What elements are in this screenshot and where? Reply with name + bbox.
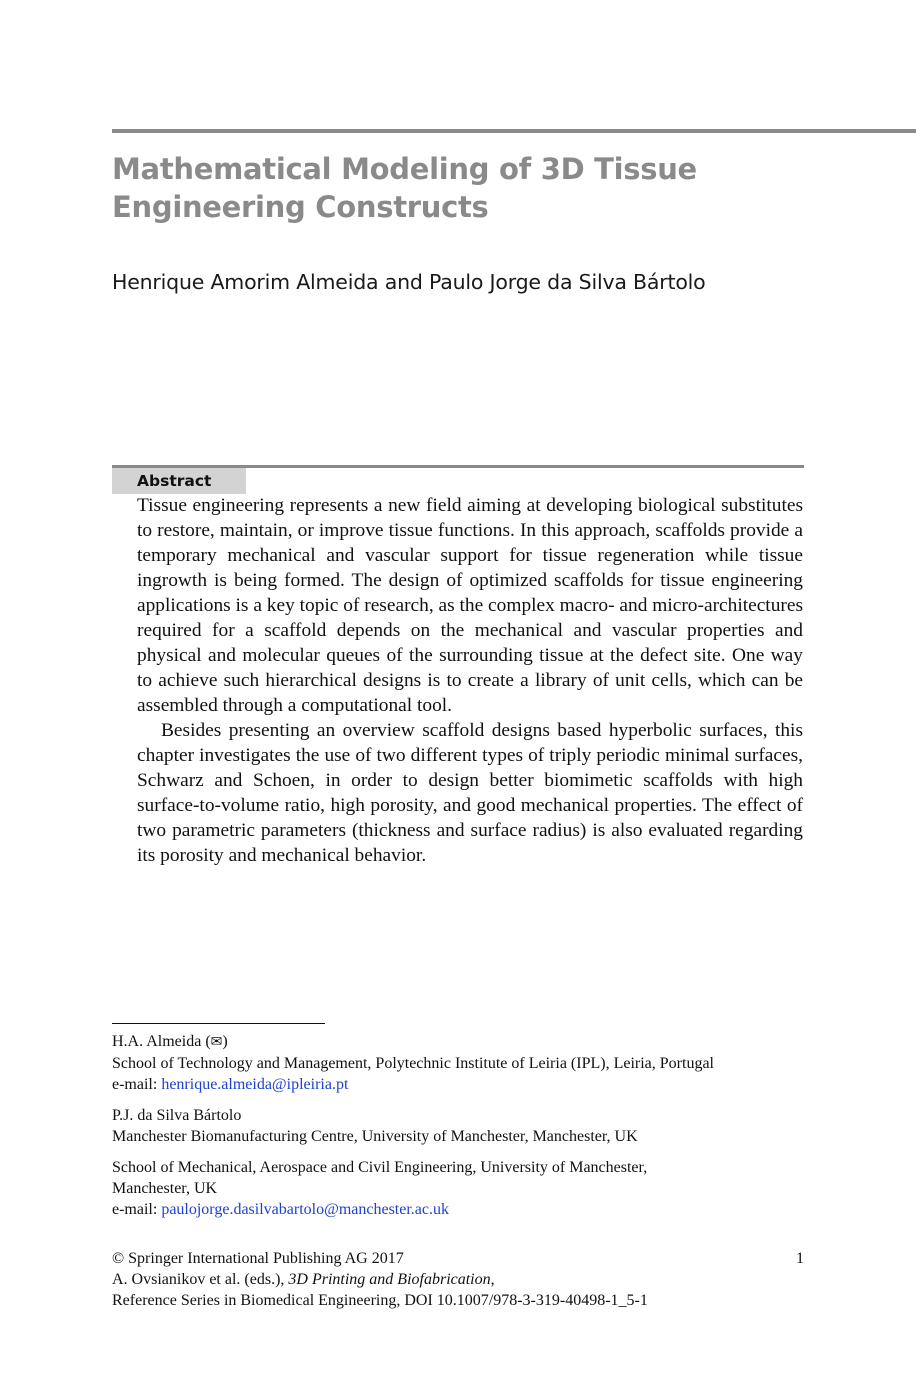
copyright-line: © Springer International Publishing AG 2017 bbox=[112, 1250, 404, 1267]
author1-footnote bbox=[112, 1031, 812, 1095]
series-line: Reference Series in Biomedical Engineering, DOI 10.1007/978-3-319-40498-1_5-1 bbox=[112, 1292, 648, 1309]
abstract-label: Abstract bbox=[112, 468, 246, 494]
footnote-rule bbox=[112, 1023, 325, 1024]
editors-suffix: , bbox=[490, 1271, 495, 1288]
author2-affiliation2: School of Mechanical, Aerospace and Civil Engineering, University of Manchester, bbox=[112, 1159, 648, 1176]
author2-email-link[interactable]: paulojorge.dasilvabartolo@manchester.ac.uk bbox=[161, 1201, 449, 1218]
author2-footnote bbox=[112, 1105, 812, 1147]
author2-email-line bbox=[112, 1199, 812, 1220]
email-label: e-mail: bbox=[112, 1201, 162, 1218]
title-rule bbox=[112, 129, 916, 133]
email-label: e-mail: bbox=[112, 1076, 162, 1093]
author1-name-close: ) bbox=[222, 1033, 228, 1050]
editors-line bbox=[112, 1269, 804, 1290]
page-number: 1 bbox=[796, 1250, 804, 1267]
author1-name: H.A. Almeida ( bbox=[112, 1033, 211, 1050]
book-title: 3D Printing and Biofabrication bbox=[288, 1271, 491, 1288]
abstract-body bbox=[137, 493, 803, 868]
author2-footnote-cont bbox=[112, 1157, 812, 1220]
author1-email-line bbox=[112, 1074, 812, 1095]
author-footnotes bbox=[112, 1031, 812, 1230]
chapter-title: Mathematical Modeling of 3D Tissue Engineering Constructs bbox=[112, 152, 697, 224]
author2-name: P.J. da Silva Bártolo bbox=[112, 1107, 242, 1124]
envelope-icon: ✉ bbox=[210, 1035, 223, 1050]
publication-info bbox=[112, 1248, 804, 1311]
author1-affiliation: School of Technology and Management, Polytechnic Institute of Leiria (IPL), Leiria, Portugal bbox=[112, 1055, 714, 1072]
author2-affiliation2-cont: Manchester, UK bbox=[112, 1180, 218, 1197]
editors: A. Ovsianikov et al. (eds.), bbox=[112, 1271, 289, 1288]
abstract-paragraph: Tissue engineering represents a new field aiming at developing biological substitutes to restore, maintain, or improve tissue functions. In this approach, scaffolds provide a temporary mechanical and vascular support for tissue regeneration while tissue ingrowth is being formed. The design of optimized scaffolds for tissue engineering applications is a key topic of research, as the complex macro- and micro-architectures required for a scaffold depends on the mechanical and vascular properties and physical and molecular queues of the surrounding tissue at the defect site. One way to achieve such hierarchical designs is to create a library of unit cells, which can be assembled through a computational tool. bbox=[137, 495, 804, 716]
author1-email-link[interactable]: henrique.almeida@ipleiria.pt bbox=[161, 1076, 349, 1093]
author-list: Henrique Amorim Almeida and Paulo Jorge da Silva Bártolo bbox=[112, 270, 706, 294]
author1-name-line bbox=[112, 1031, 812, 1053]
abstract-paragraph: Besides presenting an overview scaffold designs based hyperbolic surfaces, this chapter investigates the use of two different types of triply periodic minimal surfaces, Schwarz and Schoen, in order to design better biomimetic scaffolds with high surface-to-volume ratio, high porosity, and good mechanical properties. The effect of two parametric parameters (thickness and surface radius) is also evaluated regarding its porosity and mechanical behavior. bbox=[137, 720, 803, 866]
author2-affiliation1: Manchester Biomanufacturing Centre, University of Manchester, Manchester, UK bbox=[112, 1128, 638, 1145]
